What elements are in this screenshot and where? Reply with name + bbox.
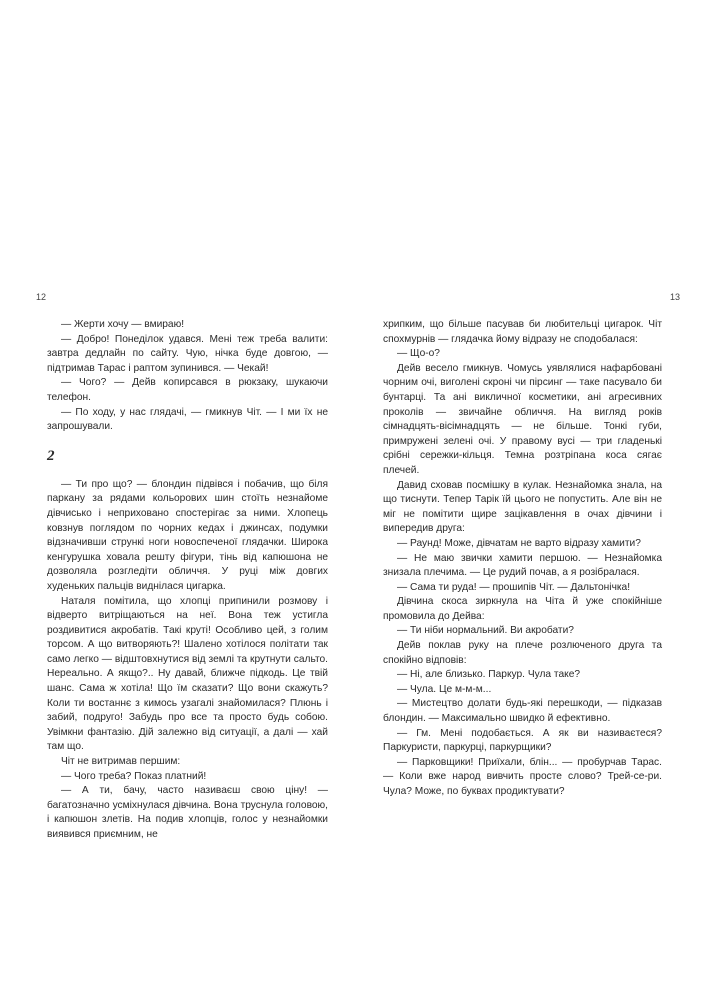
- paragraph: Давид сховав посмішку в кулак. Незнайомка знала, на що тиснути. Тепер Тарік їй цього не попустить. Але він не міг не помітити щире зацікавлення в очах дівчини і випередив друга:: [383, 479, 662, 535]
- left-page-text: [47, 318, 328, 843]
- paragraph: — Ні, але близько. Паркур. Чула таке?: [397, 669, 581, 681]
- paragraph: Наталя помітила, що хлопці припинили розмову і відверто витріщаються на неї. Вона теж устигла роздивитися акробатів. Такі круті! Особливо цей, з голим торсом. А що витворяють?! Шалено хотілося політати так само легко — відштовхнутися від землі та крутнути сальто. Нереально. А якщо?.. Ну давай, ближче підкодь. Це твій шанс. Сама ж хотіла! Що їм сказати? Що вони скажуть? Коли ти востаннє з кимось узагалі знайомилася? Плюнь і забий, подруго! Забудь про все та просто будь собою. Увімкни фантазію. Дій залежно від ситуації, а далі — хай там що.: [47, 595, 328, 753]
- paragraph: — Чула. Це м-м-м...: [397, 683, 492, 695]
- paragraph: — Жерти хочу — вмираю!: [61, 319, 185, 330]
- paragraph: — Мистецтво долати будь-які перешкоди, — підказав блондин. — Максимально швидко й ефективно.: [383, 698, 662, 725]
- continuation-paragraph: хрипким, що більше пасував би любительці цигарок. Чіт спохмурнів — глядачка йому відразу не сподобалася:: [383, 319, 662, 345]
- right-page: [360, 0, 720, 1000]
- paragraph: — Сама ти руда! — прошипів Чіт. — Дальтонічка!: [397, 581, 631, 593]
- paragraph: Дейв весело гмикнув. Чомусь уявлялися нафарбовані чорним очі, виголені скроні чи пірсинг — таке пасувало би бунтарці. Та ані викличної косметики, ані агресивних проколів — звичайне обличчя. На вигляд років сімнадцять-вісімнадцять — не більше. Тонкі губи, примружені зелені очі. У правому вусі — три гладенькі срібні сережки-кільця. Темна розтріпана коса сягає плечей.: [383, 362, 662, 476]
- paragraph: — А ти, бачу, часто називаєш свою ціну! — багатозначно усміхнулася дівчина. Вона труснула головою, і капюшон злетів. На подив хлопців, голос у незнайомки виявився приємним, не: [47, 785, 328, 840]
- paragraph: — Парковщики! Приїхали, блін... — пробурчав Тарас. — Коли вже народ вивчить просте слово? Трей-се-ри. Чула? Може, по буквах продиктувати?: [383, 756, 662, 797]
- paragraph: Дівчина скоса зиркнула на Чіта й уже спокійніше промовила до Дейва:: [383, 596, 662, 622]
- paragraph: — Не маю звички хамити першою. — Незнайомка знизала плечима. — Це рудий почав, а я розібралася.: [383, 552, 662, 579]
- paragraph: — Раунд! Може, дівчатам не варто відразу хамити?: [397, 537, 641, 549]
- right-page-text: [383, 318, 662, 800]
- paragraph: — Добро! Понеділок удався. Мені теж треба валити: завтра дедлайн по сайту. Чую, нічка буде довгою, — підтримав Тарас і раптом зупинився. — Чекай!: [47, 333, 328, 374]
- paragraph: — Гм. Мені подобається. А як ви називаєтеся? Паркуристи, паркурці, паркурщики?: [383, 727, 662, 754]
- page-number-left: 12: [36, 292, 47, 302]
- paragraph: — Що-о?: [397, 348, 440, 360]
- paragraph: — Ти про що? — блондин підвівся і побачив, що біля паркану за рядами кольорових шин стоїть незнайоме дівчисько і неприховано спостерігає за ними. Хлопець ковзнув поглядом по чорних кедах і джинсах, подумки відзначивши стрункі ноги новоспеченої глядачки. Широка кенгурушка ховала решту фігури, тінь від капюшона не дозволяла розгледіти обличчя. У руці між довгих худеньких пальців виднілася цигарка.: [47, 478, 328, 592]
- page-number-right: 13: [669, 292, 680, 302]
- paragraph: Чіт не витримав першим:: [61, 756, 181, 768]
- chapter-number: 2: [47, 447, 55, 464]
- paragraph: — Чого? — Дейв копирсався в рюкзаку, шукаючи телефон.: [47, 377, 328, 403]
- paragraph: Дейв поклав руку на плече розлюченого друга та спокійно відповів:: [383, 640, 662, 666]
- paragraph: — По ходу, у нас глядачі, — гмикнув Чіт. — І ми їх не запрошували.: [47, 406, 328, 433]
- paragraph: — Чого треба? Показ платний!: [61, 770, 207, 782]
- paragraph: — Ти ніби нормальний. Ви акробати?: [397, 625, 574, 637]
